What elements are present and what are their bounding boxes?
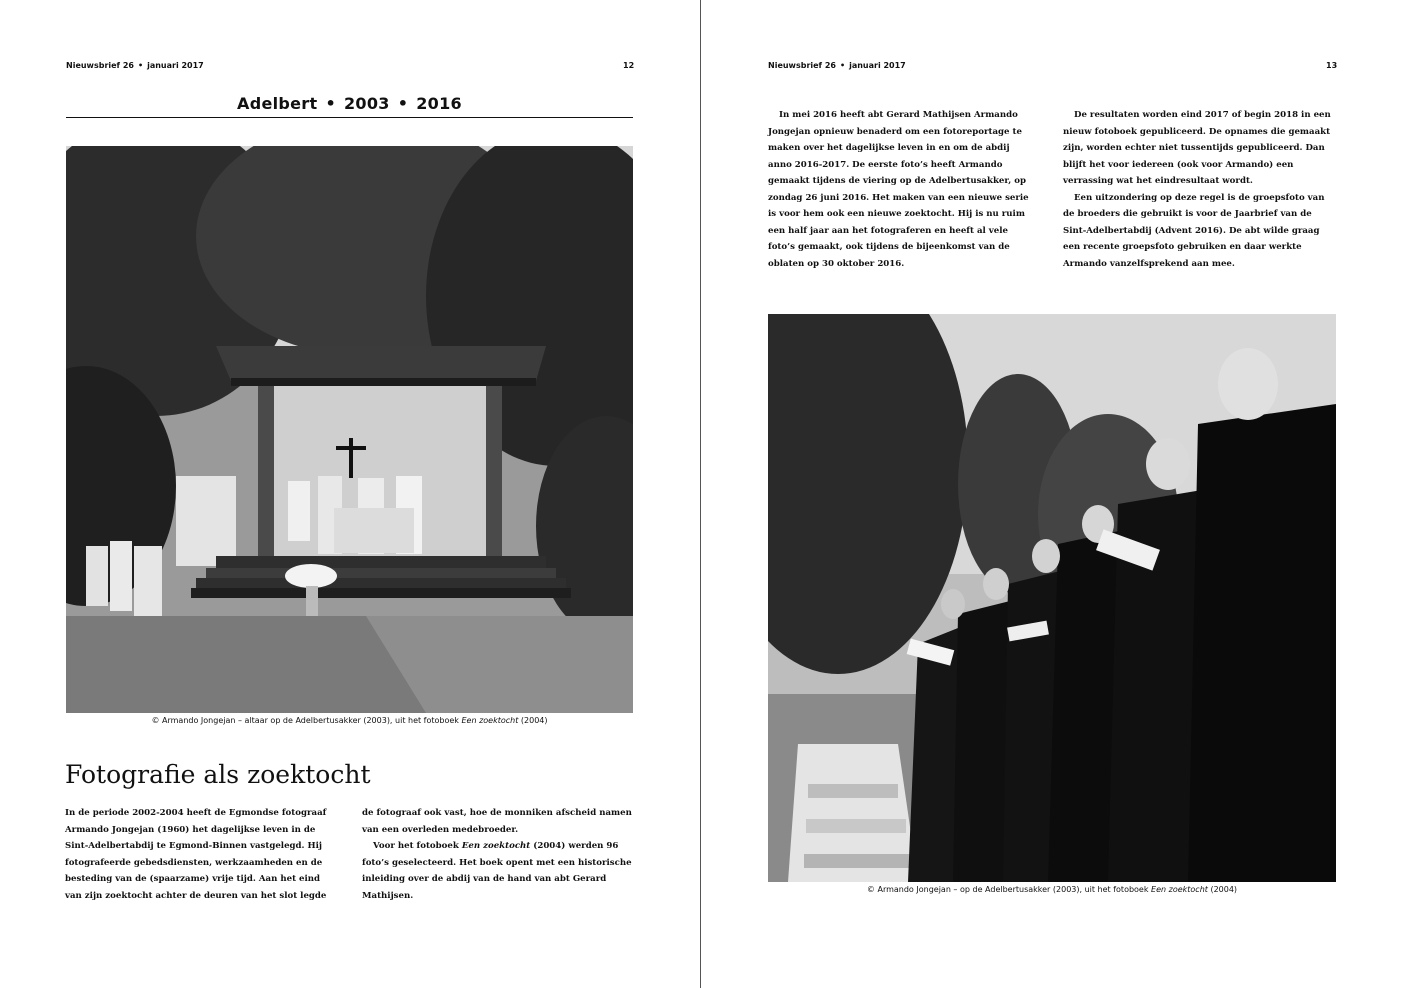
paragraph-text: In de periode 2002-2004 heeft de Egmondse fotograaf xyxy=(65,808,327,818)
article-column-2 xyxy=(1063,107,1336,272)
newsletter-date: januari 2017 xyxy=(849,61,906,70)
caption-year: (2004) xyxy=(1207,885,1238,894)
newsletter-date: januari 2017 xyxy=(147,61,204,70)
photo-altar xyxy=(66,146,633,713)
photographer-name: Armando Jongejan xyxy=(65,824,155,835)
photo-altar-caption xyxy=(66,716,633,725)
page-number: 12 xyxy=(623,61,635,70)
right-page xyxy=(701,0,1401,988)
article-column-2 xyxy=(362,805,634,904)
article-column-1 xyxy=(65,805,337,904)
caption-text: © Armando Jongejan – op de Adelbertusakker (2003), uit het fotoboek xyxy=(866,885,1152,894)
running-head xyxy=(66,61,204,70)
caption-year: (2004) xyxy=(518,716,548,725)
caption-text: © Armando Jongejan – altaar op de Adelbertusakker (2003), uit het fotoboek xyxy=(151,716,462,725)
photo-monks-caption xyxy=(768,885,1336,894)
paragraph: In mei 2016 heeft abt Gerard Mathijsen Armando Jongejan opnieuw benaderd om een fotoreportage te maken over het dagelijkse leven in en om de abdij anno 2016-2017. De eerste foto’s heeft Armando gemaakt tijdens de viering op de Adelbertusakker, op zondag 26 juni 2016. Het maken van een nieuwe serie is voor hem ook een nieuwe zoektocht. Hij is nu ruim een half jaar aan het fotograferen en heeft al vele foto’s gemaakt, ook tijdens de bijeenkomst van de oblaten op 30 oktober 2016. xyxy=(768,110,1029,269)
left-page xyxy=(0,0,700,988)
section-title-year-start: 2003 xyxy=(343,94,390,113)
paragraph: De resultaten worden eind 2017 of begin 2018 in een nieuw fotoboek gepubliceerd. De opnames die gemaakt zijn, worden echter niet tussentijds gepubliceerd. Dan blijft het voor iedereen (ook voor Armando) een verrassing wat het eindresultaat wordt. xyxy=(1063,110,1331,186)
page-number: 13 xyxy=(1326,61,1338,70)
running-head xyxy=(768,61,906,70)
section-title-name: Adelbert xyxy=(237,94,318,113)
paragraph xyxy=(65,805,337,904)
paragraph: de fotograaf ook vast, hoe de monniken afscheid namen van een overleden medebroeder. xyxy=(362,808,632,835)
book-title: Een zoektocht xyxy=(461,841,531,851)
section-title-year-end: 2016 xyxy=(416,94,462,113)
title-separator: • xyxy=(325,94,336,113)
article-heading: Fotografie als zoektocht xyxy=(65,760,371,789)
newsletter-name: Nieuwsbrief 26 xyxy=(66,61,134,70)
photo-altar-image xyxy=(66,146,633,713)
caption-book-title: Een zoektocht xyxy=(461,716,519,725)
paragraph-text: (2004) werden 96 foto’s geselecteerd. Het boek opent met een historische inleiding over de abdij van de hand van abt Gerard Mathijsen. xyxy=(362,841,632,901)
section-title xyxy=(66,94,633,118)
title-separator: • xyxy=(397,94,409,113)
photo-monks xyxy=(768,314,1336,882)
caption-book-title: Een zoektocht xyxy=(1151,885,1208,894)
paragraph xyxy=(362,838,634,904)
head-separator: • xyxy=(137,61,144,70)
article-column-1 xyxy=(768,107,1036,272)
paragraph-text: (1960) het dagelijkse leven in de Sint-Adelbertabdij te Egmond-Binnen vastgelegd. Hij fotografeerde gebedsdiensten, werkzaamheden en de besteding van de (spaarzame) vrije tijd. Aan het eind van zijn zoektocht achter de deuren van het slot legde xyxy=(65,824,327,901)
paragraph-text: Voor het fotoboek xyxy=(373,841,462,851)
paragraph: Een uitzondering op deze regel is de groepsfoto van de broeders die gebruikt is voor de Jaarbrief van de Sint-Adelbertabdij (Advent 2016). De abt wilde graag een recente groepsfoto gebruiken en daar werkte Armando vanzelfsprekend aan mee. xyxy=(1063,192,1325,269)
head-separator: • xyxy=(839,61,846,70)
newsletter-name: Nieuwsbrief 26 xyxy=(768,61,836,70)
photo-monks-image xyxy=(768,314,1336,882)
